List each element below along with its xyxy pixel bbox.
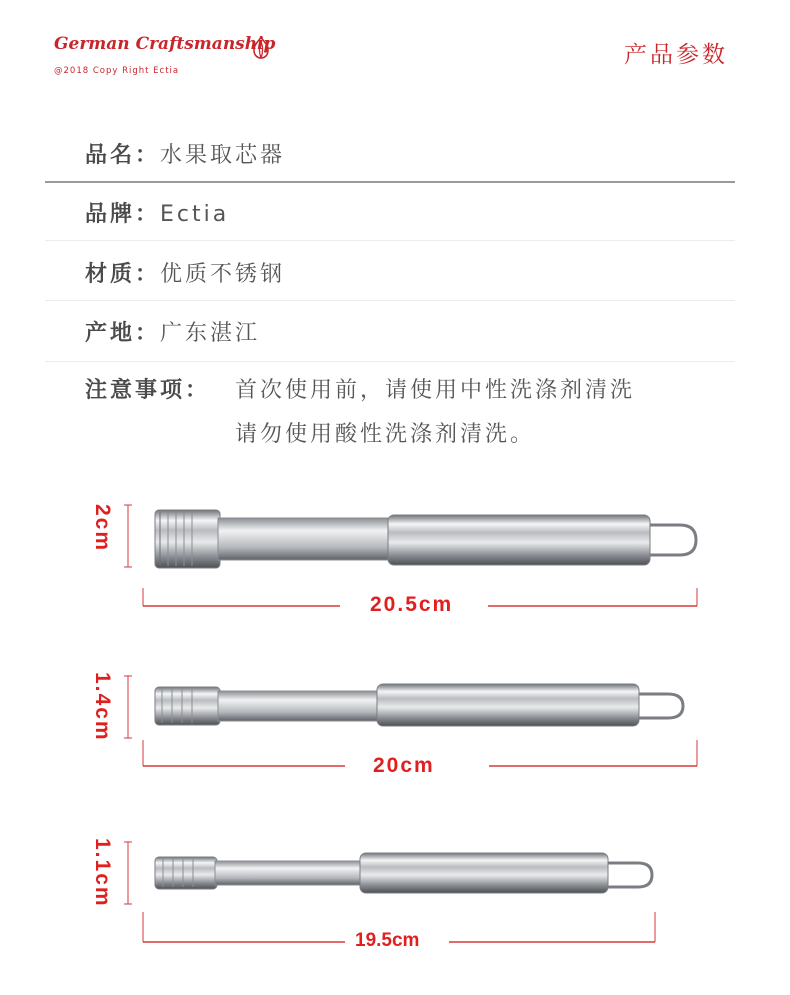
copyright-text: @2018 Copy Right Ectia xyxy=(54,66,180,76)
corer-small xyxy=(124,842,655,942)
length-label-large: 20.5cm xyxy=(370,593,454,616)
spec-label: 材质： xyxy=(85,262,161,287)
notes-line-2: 请勿使用酸性洗涤剂清洗。 xyxy=(235,422,536,447)
spec-label: 产地： xyxy=(85,321,161,346)
spec-value: Ectia xyxy=(160,202,230,227)
length-label-medium: 20cm xyxy=(373,754,435,777)
diameter-label-small: 1.1cm xyxy=(91,838,114,908)
length-label-small: 19.5cm xyxy=(355,930,420,951)
diameter-label-large: 2cm xyxy=(91,504,114,553)
corer-medium xyxy=(124,676,697,766)
spec-value: 水果取芯器 xyxy=(160,143,286,168)
spec-label: 品牌： xyxy=(85,202,161,227)
diameter-label-medium: 1.4cm xyxy=(91,672,114,742)
spec-label: 品名： xyxy=(85,143,161,168)
brand-logo-text: German Craftsmanship xyxy=(54,34,276,54)
page-title: 产品参数 xyxy=(624,42,728,68)
notes-label: 注意事项： xyxy=(85,378,211,403)
notes-line-1: 首次使用前，请使用中性洗涤剂清洗 xyxy=(235,378,636,403)
corer-large xyxy=(124,505,697,606)
spec-value: 优质不锈钢 xyxy=(160,262,286,287)
spec-value: 广东湛江 xyxy=(160,321,261,346)
